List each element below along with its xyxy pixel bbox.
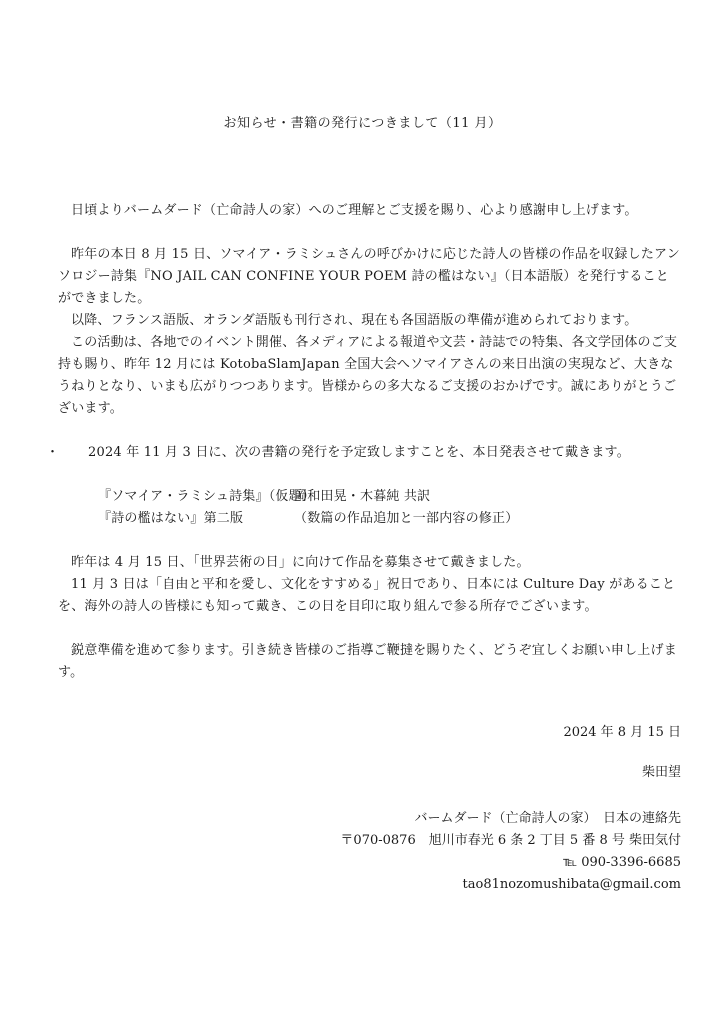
- signature-contact: [340, 808, 681, 896]
- paragraph-greeting: 日頃よりバームダード（亡命詩人の家）へのご理解とご支援を賜り、心より感謝申し上げます。: [71, 203, 638, 218]
- signature-tel: ℡ 090-3396-6685: [563, 855, 681, 870]
- signature-organization: バームダード（亡命詩人の家） 日本の連絡先: [414, 811, 681, 826]
- book-note: （数篇の作品追加と一部内容の修正）: [294, 511, 519, 526]
- announcement-text: 2024 年 11 月 3 日に、次の書籍の発行を予定致しますことを、本日発表させて戴きます。: [88, 445, 630, 460]
- paragraph-anthology: 昨年の本日 8 月 15 日、ソマイア・ラミシュさんの呼びかけに応じた詩人の皆様の作品を収録したアンソロジー詩集『NO JAIL CAN CONFINE YOUR POEM 詩の檻はない』（日本語版）を発行することができました。: [58, 247, 680, 306]
- signature-date: 2024 年 8 月 15 日: [563, 725, 681, 740]
- paragraph-announcement: [46, 442, 680, 464]
- paragraph-closing: 鋭意準備を進めて参ります。引き続き皆様のご指導ご鞭撻を賜りたく、どうぞ宜しくお願い申し上げます。: [58, 643, 677, 680]
- bullet-mark: ・: [46, 445, 60, 460]
- paragraph-culture-day: 11 月 3 日は「自由と平和を愛し、文化をすすめる」祝日であり、日本には Culture Day があることを、海外の詩人の皆様にも知って戴き、この日を目印に取り組んで参る所存でございます。: [58, 577, 676, 614]
- signature-name: 柴田望: [641, 765, 681, 780]
- book-note: 岡和田晃・木暮純 共訳: [294, 489, 431, 504]
- document-title: お知らせ・書籍の発行につきまして（11 月）: [223, 116, 502, 131]
- book-title: 『ソマイア・ラミシュ詩集』（仮題）: [98, 489, 315, 504]
- book-item: [98, 486, 680, 508]
- signature-email: tao81nozomushibata@gmail.com: [462, 877, 681, 892]
- paragraph-world-art-day: 昨年は 4 月 15 日、「世界芸術の日」に向けて作品を募集させて戴きました。: [71, 555, 530, 570]
- document-body: [46, 200, 680, 684]
- signature-address: 〒070-0876 旭川市春光 6 条 2 丁目 5 番 8 号 柴田気付: [340, 833, 681, 848]
- paragraph-translations: 以降、フランス語版、オランダ語版も刊行され、現在も各国語版の準備が進められております。: [71, 313, 638, 328]
- paragraph-activities: この活動は、各地でのイベント開催、各メディアによる報道や文芸・詩誌での特集、各文学団体のご支持も賜り、昨年 12 月には KotobaSlamJapan 全国大会へソマイアさんの来日出演の実現など、大きなうねりとなり、いまも広がりつつあります。皆様からの多大なるご支援のおかげです。誠にありがとうございます。: [58, 335, 678, 416]
- book-item: [98, 508, 680, 530]
- book-list: [98, 486, 680, 530]
- book-title: 『詩の檻はない』第二版: [98, 511, 244, 526]
